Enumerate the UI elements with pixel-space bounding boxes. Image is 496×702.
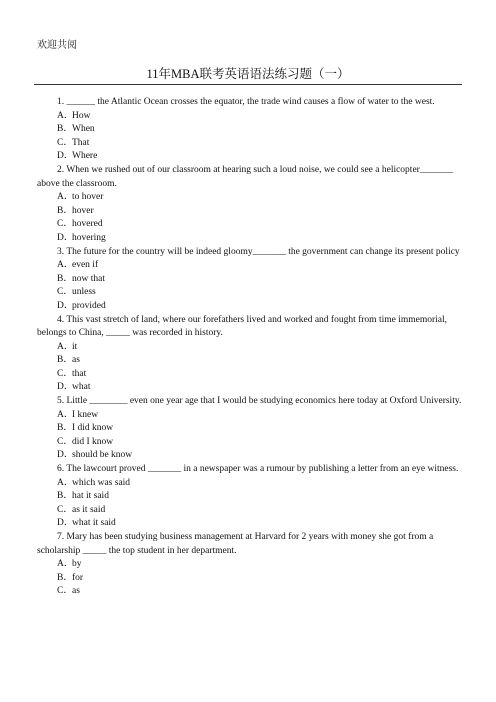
question-block — [37, 463, 463, 531]
option-letter: D． — [57, 232, 74, 243]
option-text: now that — [72, 273, 105, 284]
page-title: 11年MBA联考英语语法练习题（一） — [146, 67, 350, 81]
option-letter: B． — [57, 572, 73, 583]
answer-option — [37, 368, 463, 382]
answer-option — [37, 381, 463, 395]
option-letter: C． — [57, 586, 73, 597]
question-stem: 1. ______ the Atlantic Ocean crosses the equator, the trade wind causes a flow of water to the west. — [57, 97, 435, 107]
option-text: hover — [72, 205, 94, 216]
option-text: Where — [72, 151, 98, 162]
option-letter: A． — [57, 110, 74, 121]
option-text: should be know — [72, 450, 133, 461]
option-letter: D． — [57, 151, 74, 162]
option-text: that — [72, 368, 87, 379]
option-letter: B． — [57, 205, 73, 216]
option-letter: C． — [57, 287, 73, 298]
option-letter: D． — [57, 300, 74, 311]
answer-option — [37, 504, 463, 518]
question-block — [37, 96, 463, 164]
option-letter: C． — [57, 219, 73, 230]
option-text: provided — [72, 300, 106, 311]
answer-option — [37, 436, 463, 450]
answer-option — [37, 300, 463, 314]
question-stem: 6. The lawcourt proved _______ in a newspaper was a rumour by publishing a letter from an eye witness. — [57, 464, 459, 475]
option-letter: B． — [57, 124, 73, 135]
answer-option — [37, 558, 463, 572]
answer-option — [37, 191, 463, 205]
question-stem: 4. This vast stretch of land, where our forefathers lived and worked and fought from time immemorial, belongs to China, _____ was recorded in history. — [37, 314, 448, 339]
page-header: 欢迎共阅 — [37, 40, 77, 51]
option-text: That — [72, 137, 90, 148]
option-text: When — [72, 124, 95, 135]
question-block — [37, 314, 463, 396]
option-text: as — [72, 355, 80, 366]
option-text: what — [72, 382, 91, 393]
option-letter: A． — [57, 341, 74, 352]
answer-option — [37, 218, 463, 232]
answer-option — [37, 354, 463, 368]
option-text: by — [72, 559, 82, 570]
option-letter: D． — [57, 518, 74, 529]
question-block — [37, 164, 463, 246]
option-letter: A． — [57, 260, 74, 271]
answer-option — [37, 150, 463, 164]
question-stem: 7. Mary has been studying business management at Harvard for 2 years with money she got from a scholarship _____ the top student in her department. — [37, 532, 434, 556]
question-stem: 5. Little ________ even one year age that I would be studying economics here today at Oxford University. — [57, 396, 462, 407]
option-letter: D． — [57, 382, 74, 393]
option-text: it — [72, 341, 78, 352]
answer-option — [37, 205, 463, 219]
answer-option — [37, 232, 463, 246]
option-text: to hover — [72, 192, 104, 203]
option-letter: D． — [57, 450, 74, 461]
answer-option — [37, 422, 463, 436]
option-text: as it said — [72, 504, 106, 515]
option-letter: C． — [57, 436, 73, 447]
option-text: what it said — [72, 518, 116, 529]
question-block — [37, 395, 463, 463]
option-text: for — [72, 572, 84, 583]
question-stem: 2. When we rushed out of our classroom at hearing such a loud noise, we could see a helicopter_______ above the classroom. — [37, 164, 454, 189]
question-stem: 3. The future for the country will be indeed gloomy_______ the government can change its present policy — [57, 246, 460, 257]
option-text: I did know — [72, 423, 114, 434]
answer-option — [37, 110, 463, 124]
option-text: hat it said — [72, 491, 109, 502]
answer-option — [37, 490, 463, 504]
answer-option — [37, 517, 463, 531]
option-text: hovering — [72, 232, 106, 243]
option-text: I knew — [72, 409, 99, 420]
answer-option — [37, 273, 463, 287]
title-divider — [34, 84, 462, 85]
answer-option — [37, 477, 463, 491]
option-letter: A． — [57, 477, 74, 488]
option-text: which was said — [72, 477, 131, 488]
option-letter: A． — [57, 409, 74, 420]
option-letter: C． — [57, 504, 73, 515]
answer-option — [37, 449, 463, 463]
option-letter: C． — [57, 137, 73, 148]
answer-option — [37, 572, 463, 586]
option-letter: A． — [57, 559, 74, 570]
option-text: did I know — [72, 436, 114, 447]
question-block — [37, 246, 463, 314]
option-letter: A． — [57, 192, 74, 203]
option-letter: B． — [57, 491, 73, 502]
option-text: hovered — [72, 219, 103, 230]
option-letter: B． — [57, 355, 73, 366]
option-text: as — [72, 586, 80, 597]
answer-option — [37, 259, 463, 273]
option-letter: B． — [57, 423, 73, 434]
answer-option — [37, 341, 463, 355]
answer-option — [37, 123, 463, 137]
option-text: How — [72, 110, 91, 121]
answer-option — [37, 137, 463, 151]
question-list — [37, 96, 463, 599]
option-text: unless — [72, 287, 96, 298]
answer-option — [37, 286, 463, 300]
option-letter: B． — [57, 273, 73, 284]
option-letter: C． — [57, 368, 73, 379]
option-text: even if — [72, 260, 99, 271]
answer-option — [37, 585, 463, 599]
question-block — [37, 531, 463, 599]
answer-option — [37, 409, 463, 423]
